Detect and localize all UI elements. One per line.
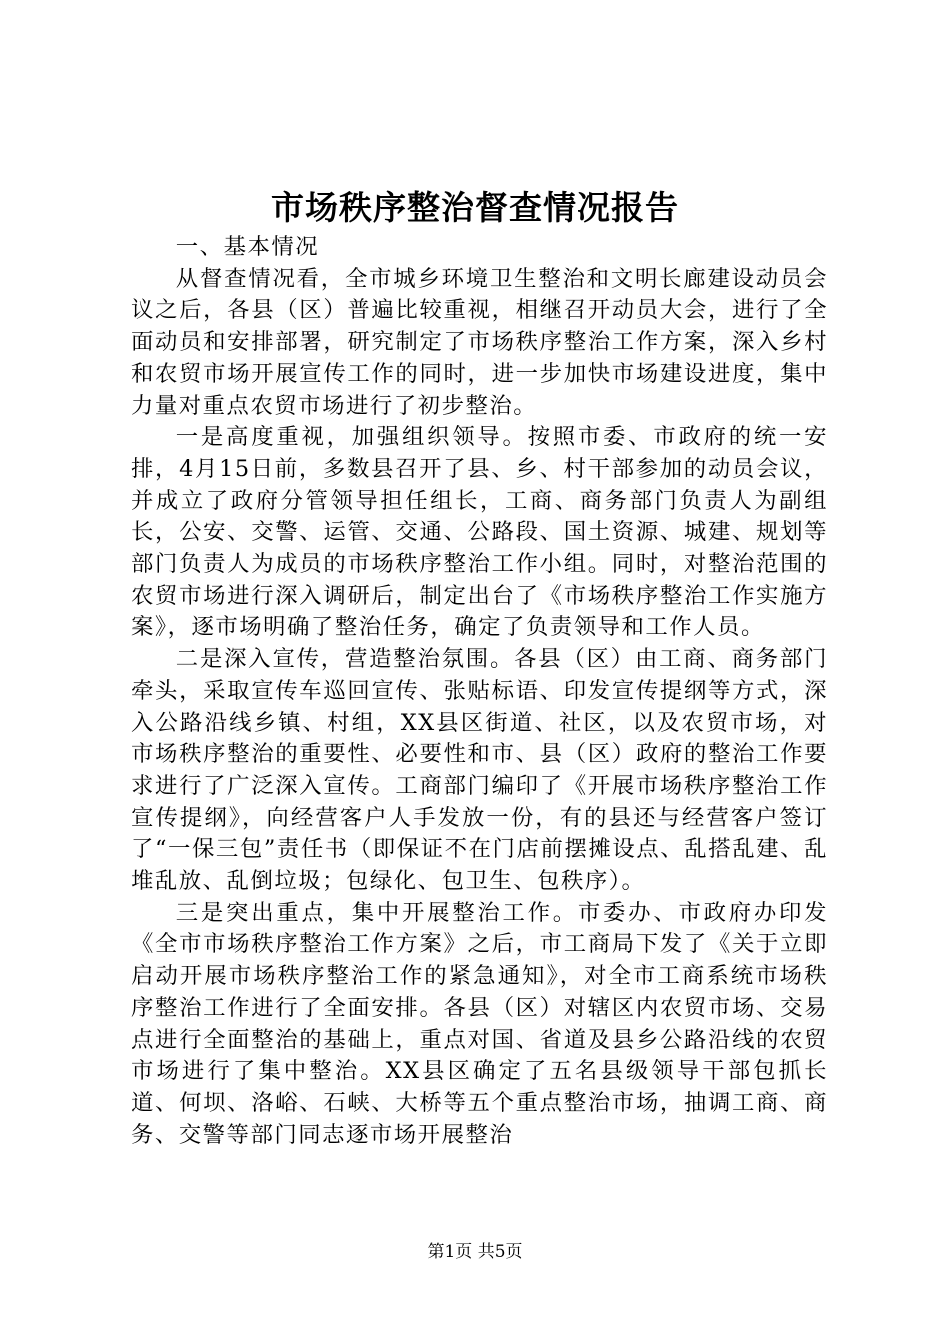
document-title: 市场秩序整治督查情况报告 <box>271 188 679 227</box>
document-body <box>131 232 828 1151</box>
paragraph-publicity: 二是深入宣传，营造整治氛围。各县（区）由工商、商务部门牵头，采取宣传车巡回宣传、张贴标语、印发宣传提纲等方式，深入公路沿线乡镇、村组，XX县区街道、社区，以及农贸市场，对市场秩序整治的重要性、必要性和市、县（区）政府的整治工作要求进行了广泛深入宣传。工商部门编印了《开展市场秩序整治工作宣传提纲》，向经营客户人手发放一份，有的县还与经营客户签订了“一保三包”责任书（即保证不在门店前摆摊设点、乱搭乱建、乱堆乱放、乱倒垃圾；包绿化、包卫生、包秩序）。 <box>131 646 828 895</box>
paragraph-overview: 从督查情况看，全市城乡环境卫生整治和文明长廊建设动员会议之后，各县（区）普遍比较重视，相继召开动员大会，进行了全面动员和安排部署，研究制定了市场秩序整治工作方案，深入乡村和农贸市场开展宣传工作的同时，进一步加快市场建设进度，集中力量对重点农贸市场进行了初步整治。 <box>131 265 828 419</box>
paragraph-organization: 一是高度重视，加强组织领导。按照市委、市政府的统一安排，4月15日前，多数县召开了县、乡、村干部参加的动员会议，并成立了政府分管领导担任组长，工商、商务部门负责人为副组长，公安、交警、运管、交通、公路段、国土资源、城建、规划等部门负责人为成员的市场秩序整治工作小组。同时，对整治范围的农贸市场进行深入调研后，制定出台了《市场秩序整治工作实施方案》，逐市场明确了整治任务，确定了负责领导和工作人员。 <box>131 424 828 641</box>
section-heading: 一、基本情况 <box>175 234 320 260</box>
page-number-footer: 第1页 共5页 <box>427 1242 523 1262</box>
paragraph-rectification: 三是突出重点，集中开展整治工作。市委办、市政府办印发《全市市场秩序整治工作方案》之后，市工商局下发了《关于立即启动开展市场秩序整治工作的紧急通知》，对全市工商系统市场秩序整治工作进行了全面安排。各县（区）对辖区内农贸市场、交易点进行全面整治的基础上，重点对国、省道及县乡公路沿线的农贸市场进行了集中整治。XX县区确定了五名县级领导干部包抓长道、何坝、洛峪、石峡、大桥等五个重点整治市场，抽调工商、商务、交警等部门同志逐市场开展整治 <box>131 899 828 1148</box>
